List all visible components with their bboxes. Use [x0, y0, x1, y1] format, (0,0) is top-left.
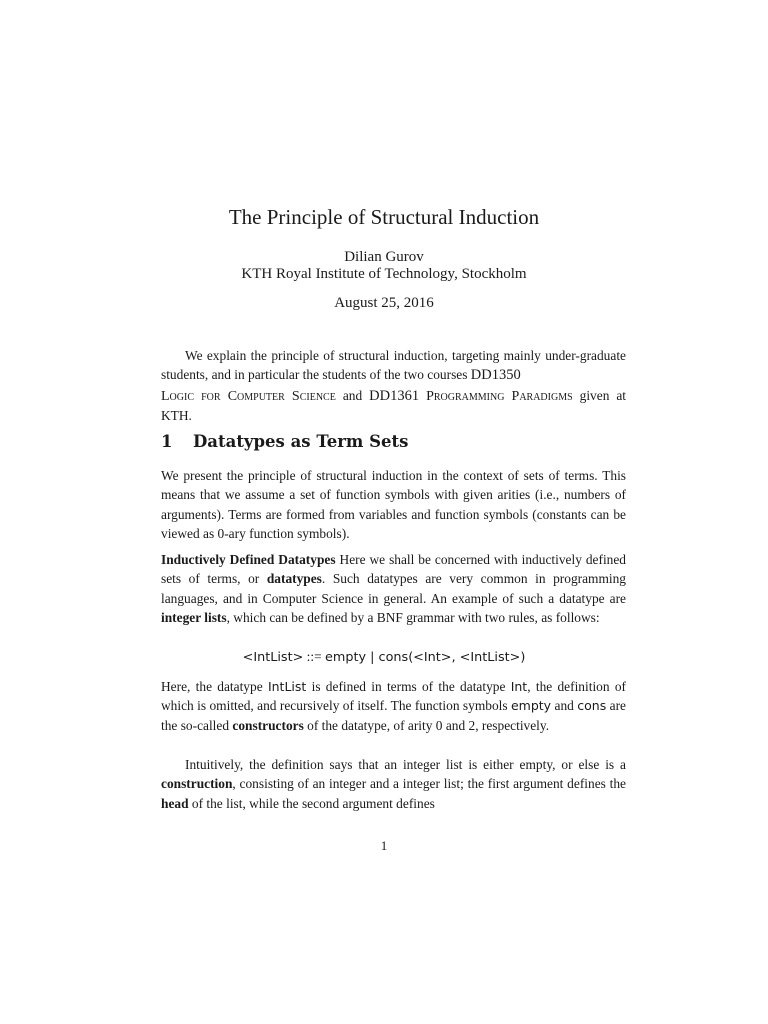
course-name: Logic for Computer Science — [161, 388, 336, 404]
bnf-grammar: <IntList> ::= empty | cons(<Int>, <IntList>) — [242, 649, 526, 665]
paper-date: August 25, 2016 — [334, 295, 434, 311]
section-title: Datatypes as Term Sets — [193, 432, 409, 451]
author-affiliation: KTH Royal Institute of Technology, Stockholm — [241, 266, 527, 282]
course-id: DD1361 — [369, 387, 420, 404]
paragraph: Intuitively, the definition says that an integer list is either empty, or else is a construction, consisting of an integer and a integer list; the first argument defines the head of the list, while the second argument defines — [161, 757, 626, 811]
abstract: We explain the principle of structural induction, targeting mainly under-graduate students, and in particular the students of the two courses DD1350 Logic for Computer Science and DD1361 Programming Paradigms given at KTH. — [161, 348, 627, 423]
paper-title: The Principle of Structural Induction — [228, 205, 540, 229]
paragraph: Here, the datatype IntList is defined in terms of the datatype Int, the definition of which is omitted, and recursively of itself. The function symbols empty and cons are the so-called constructors of the datatype, of arity 0 and 2, respectively. — [161, 679, 626, 733]
course-id: DD1350 — [470, 367, 521, 384]
author-name: Dilian Gurov — [344, 249, 424, 265]
course-name: Programming Paradigms — [426, 388, 573, 404]
paragraph-heading: Inductively Defined Datatypes — [161, 552, 336, 567]
section-heading — [161, 430, 626, 454]
paragraph: Inductively Defined Datatypes Here we shall be concerned with inductively defined sets of terms, or datatypes. Such datatypes are very common in programming languages, and in Computer Science in general. An example of such a datatype are integer lists, which can be defined by a BNF grammar with two rules, as follows: — [161, 552, 627, 625]
section-number: 1 — [161, 432, 173, 451]
page-number: 1 — [380, 838, 388, 853]
paragraph: We present the principle of structural induction in the context of sets of terms. This means that we assume a set of function symbols with given arities (i.e., numbers of arguments). Terms are formed from variables and function symbols (constants can be viewed as 0-ary function symbols). — [161, 468, 626, 541]
